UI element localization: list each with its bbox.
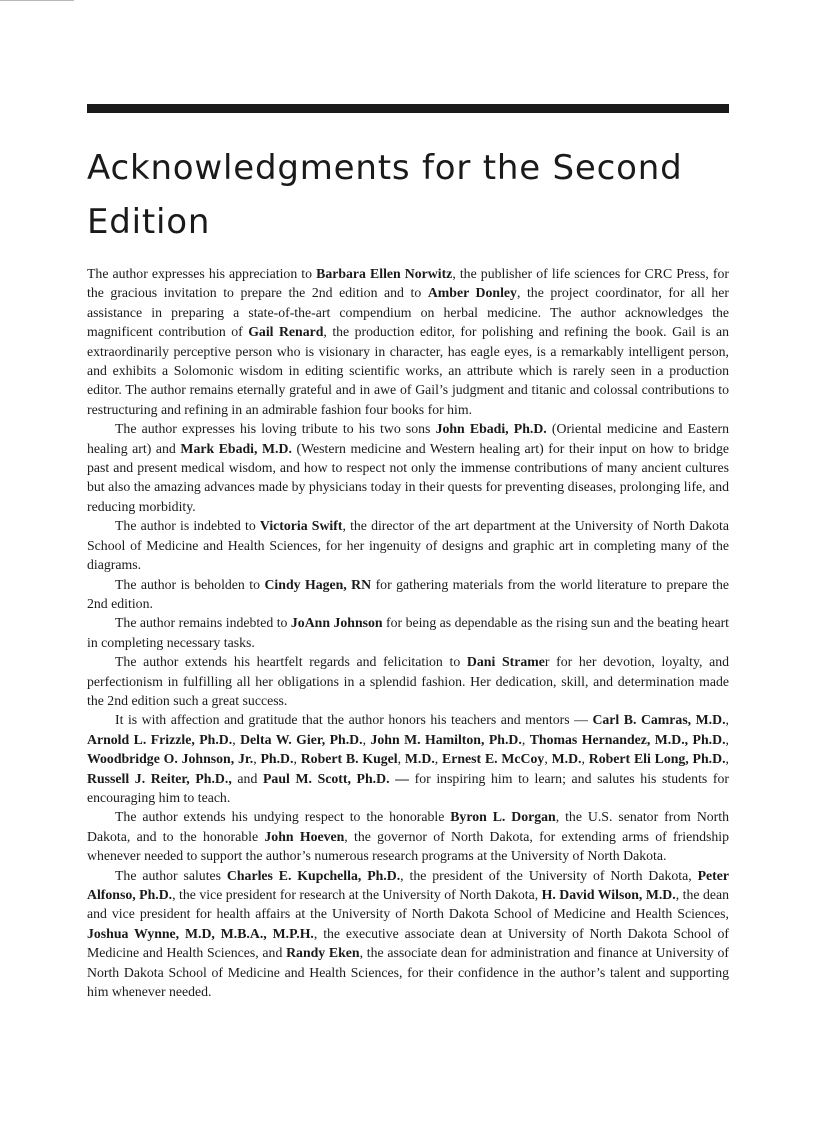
bold-name: Gail Renard <box>248 324 324 340</box>
text-run: , <box>362 731 371 747</box>
paragraph <box>87 710 729 807</box>
text-run: The author extends his undying respect to the honorable <box>115 809 451 825</box>
bold-name: Joshua Wynne, M.D, M.B.A., M.P.H. <box>87 925 314 941</box>
text-run: , the U.S. senator from North Dakota, and to the honorable <box>87 809 730 844</box>
text-run: , the executive associate dean at University of North Dakota School of Medicine and Health Sciences, and <box>87 925 729 961</box>
bold-name: Thomas Hernandez, M.D., Ph.D. <box>529 731 726 747</box>
text-run: The author salutes <box>115 867 227 883</box>
paragraph <box>87 264 729 419</box>
text-run: , the vice president for research at the University of North Dakota, <box>172 887 542 902</box>
text-run: for being as dependable as the rising sun and the beating heart in completing necessary tasks. <box>87 615 730 650</box>
bold-name: Dani Strame <box>466 654 545 670</box>
bold-name: Arnold L. Frizzle, Ph.D. <box>87 731 233 747</box>
text-run: , the production editor, for polishing and refining the book. Gail is an extraordinarily perceptive person who is visionary in character, has eagle eyes, is a remarkably intelligent person, and exhibits a Solomonic wisdom in editing scientific works, an attribute which is rarely seen in a production editor. The author remains eternally grateful and in awe of Gail’s judgment and titanic and colossal contributions to restructuring and refining in an admirable fashion four books for him. <box>87 324 729 417</box>
text-run: The author expresses his loving tribute to his two sons <box>115 421 436 437</box>
bold-name: M.D. <box>404 751 435 767</box>
text-run: , <box>232 731 241 747</box>
text-run: , <box>725 712 729 728</box>
bold-name: M.D. <box>551 751 582 767</box>
text-run: The author expresses his appreciation to <box>87 266 317 281</box>
text-run: and <box>231 770 263 786</box>
bold-name: Russell J. Reiter, Ph.D., <box>87 770 232 786</box>
paragraph <box>87 613 729 652</box>
corner-rule <box>0 0 74 1</box>
text-run: The author is beholden to <box>115 576 265 592</box>
bold-name: Woodbridge O. Johnson, Jr. <box>87 751 254 767</box>
text-run: The author remains indebted to <box>115 615 291 631</box>
bold-name: John M. Hamilton, Ph.D. <box>370 731 522 747</box>
bold-name: Robert Eli Long, Ph.D. <box>588 751 726 767</box>
bold-name: Amber Donley <box>427 285 517 301</box>
bold-name: H. David Wilson, M.D. <box>541 887 676 902</box>
bold-name: Delta W. Gier, Ph.D. <box>240 731 363 747</box>
paragraph <box>87 866 729 1002</box>
text-run: , <box>293 751 301 767</box>
text-run: , the governor of North Dakota, for extending arms of friendship whenever needed to support the author’s numerous research programs at the University of North Dakota. <box>87 828 729 864</box>
text-run: , the dean and vice president for health affairs at the University of North Dakota School of Medicine and Health Sciences, <box>87 887 729 922</box>
text-run: for inspiring him to learn; and salutes his students for encouraging him to teach. <box>87 770 729 805</box>
bold-name: Ernest E. McCoy <box>442 751 545 767</box>
text-run: for gathering materials from the world literature to prepare the 2nd edition. <box>87 576 729 611</box>
text-run: (Oriental medicine and Eastern healing art) and <box>87 421 730 456</box>
text-run: , <box>434 751 443 767</box>
chapter-header-rule <box>87 104 729 113</box>
bold-name: Byron L. Dorgan <box>450 809 556 825</box>
text-run: , <box>544 751 552 767</box>
bold-name: Randy Eken <box>286 945 360 961</box>
bold-name: Charles E. Kupchella, Ph.D. <box>226 867 401 883</box>
bold-name: Cindy Hagen, RN <box>264 576 372 592</box>
text-run: , the director of the art department at the University of North Dakota School of Medicine and Health Sciences, for her ingenuity of designs and graphic art in completing many of the diagrams. <box>87 518 729 573</box>
bold-name: Peter Alfonso, Ph.D. <box>87 867 729 902</box>
paragraph <box>87 575 729 614</box>
bold-name: Carl B. Camras, M.D. <box>592 712 726 728</box>
page-title: Acknowledgments for the Second Edition <box>87 148 683 242</box>
bold-name: Mark Ebadi, M.D. <box>180 440 292 456</box>
bold-name: Robert B. Kugel <box>300 751 398 767</box>
text-run: The author is indebted to <box>115 518 260 534</box>
text-run: , <box>581 751 589 767</box>
acknowledgments-body <box>87 264 729 1001</box>
bold-name: JoAnn Johnson <box>290 615 383 631</box>
text-run: r for her devotion, loyalty, and perfectionism in fulfilling all her obligations in a splendid fashion. Her dedication, skill, and determination made the 2nd edition such a great success. <box>87 654 730 708</box>
text-run: (Western medicine and Western healing art) for their input on how to bridge past and present medical wisdom, and how to respect not only the immense contributions of many ancient cultures but also the amazing advances made by physicians today in their quests for preventing diseases, prolonging life, and reducing morbidity. <box>87 440 730 514</box>
paragraph <box>87 807 729 865</box>
text-run: , <box>521 731 530 747</box>
bold-name: John Ebadi, Ph.D. <box>435 421 547 437</box>
paragraph <box>87 652 729 710</box>
text-run: It is with affection and gratitude that the author honors his teachers and mentors — <box>115 712 593 728</box>
text-run: , the project coordinator, for all her assistance in preparing a state-of-the-art compendium on herbal medicine. The author acknowledges the magnificent contribution of <box>87 285 729 340</box>
bold-name: Victoria Swift <box>259 518 343 534</box>
text-run: , <box>725 751 729 767</box>
bold-name: Ph.D. <box>260 751 294 767</box>
bold-name: Paul M. Scott, Ph.D. <box>263 770 390 786</box>
paragraph <box>87 419 729 516</box>
bold-name: John Hoeven <box>264 828 345 844</box>
text-run: , the president of the University of North Dakota, <box>400 867 698 883</box>
bold-name: Barbara Ellen Norwitz <box>316 266 453 281</box>
bold-name: — <box>389 770 415 786</box>
text-run: , <box>397 751 405 767</box>
text-run: , <box>253 751 261 767</box>
paragraph <box>87 516 729 574</box>
text-run: , the publisher of life sciences for CRC Press, for the gracious invitation to prepare the 2nd edition and to <box>87 266 729 301</box>
text-run: , the associate dean for administration and finance at University of North Dakota School of Medicine and Health Sciences, for their confidence in the author’s talent and supporting him whenever needed. <box>87 945 729 1000</box>
text-run: The author extends his heartfelt regards and felicitation to <box>115 654 467 670</box>
text-run: , <box>725 731 729 747</box>
